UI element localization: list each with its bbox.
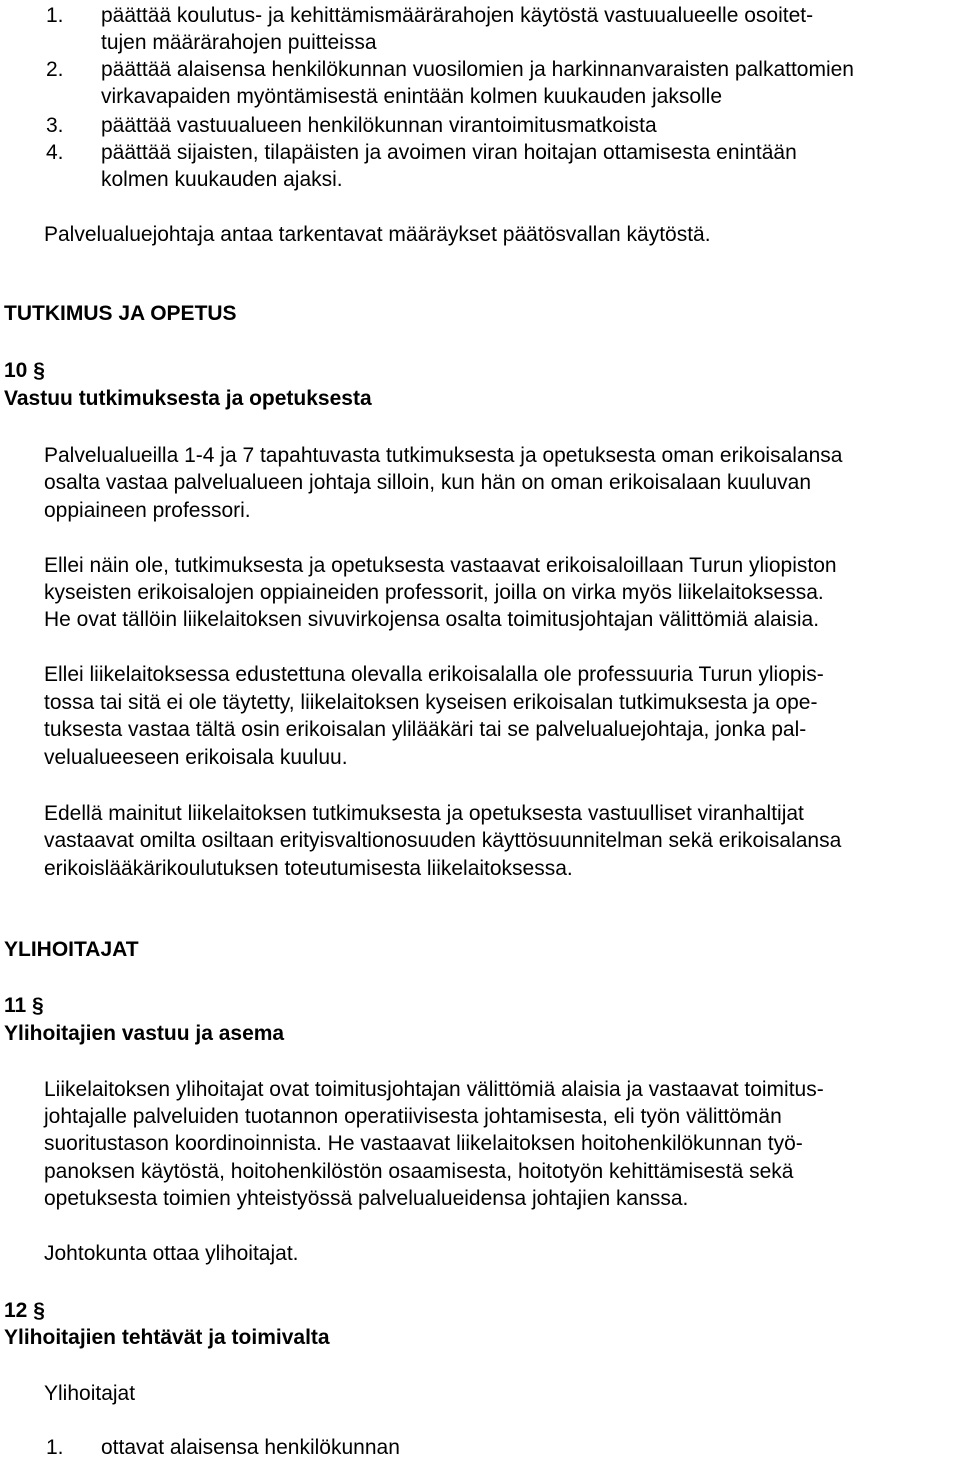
list-item-line: kolmen kuukauden ajaksi. xyxy=(101,168,343,191)
paragraph-line: Johtokunta ottaa ylihoitajat. xyxy=(44,1242,299,1265)
list-item-line: päättää vastuualueen henkilökunnan virantoimitusmatkoista xyxy=(101,114,657,137)
list-item-line: tujen määrärahojen puitteissa xyxy=(101,31,377,54)
paragraph-line: suoritustason koordinoinnista. He vastaavat liikelaitoksen hoitohenkilökunnan työ- xyxy=(44,1132,803,1155)
section-title: Ylihoitajien vastuu ja asema xyxy=(4,1022,285,1045)
paragraph-line: Ylihoitajat xyxy=(44,1382,136,1405)
paragraph-line: Ellei näin ole, tutkimuksesta ja opetuksesta vastaavat erikoisaloillaan Turun yliopiston xyxy=(44,554,837,577)
list-item-number: 2. xyxy=(46,58,64,81)
paragraph-line: Edellä mainitut liikelaitoksen tutkimuksesta ja opetuksesta vastuulliset viranhaltijat xyxy=(44,802,804,825)
paragraph-line: vastaavat omilta osiltaan erityisvaltionosuuden käyttösuunnitelman sekä erikoisalansa xyxy=(44,829,842,852)
paragraph-line: opetuksesta toimien yhteistyössä palvelualueidensa johtajien kanssa. xyxy=(44,1187,689,1210)
paragraph-line: Palvelualueilla 1-4 ja 7 tapahtuvasta tutkimuksesta ja opetuksesta oman erikoisalansa xyxy=(44,444,843,467)
paragraph: Palvelualuejohtaja antaa tarkentavat määräykset päätösvallan käytöstä. xyxy=(44,223,711,246)
section-number: 11 § xyxy=(4,994,44,1017)
list-item-number: 4. xyxy=(46,141,64,164)
list-item-number: 1. xyxy=(46,1436,64,1459)
paragraph-line: oppiaineen professori. xyxy=(44,499,251,522)
section-number: 12 § xyxy=(4,1299,45,1322)
paragraph-line: osalta vastaa palvelualueen johtaja silloin, kun hän on oman erikoisalaan kuuluvan xyxy=(44,471,812,494)
paragraph-line: velualueeseen erikoisala kuuluu. xyxy=(44,746,348,769)
paragraph-line: tossa tai sitä ei ole täytetty, liikelaitoksen kyseisen erikoisalan tutkimuksesta ja ope- xyxy=(44,691,818,714)
list-item-number: 3. xyxy=(46,114,64,137)
list-item-line: päättää alaisensa henkilökunnan vuosilomien ja harkinnanvaraisten palkattomien xyxy=(101,58,854,81)
paragraph-line: panoksen käytöstä, hoitohenkilöstön osaamisesta, hoitotyön kehittämisestä sekä xyxy=(44,1160,794,1183)
section-title: Ylihoitajien tehtävät ja toimivalta xyxy=(4,1326,330,1349)
list-item-line: päättää sijaisten, tilapäisten ja avoimen viran hoitajan ottamisesta enintään xyxy=(101,141,797,164)
paragraph-line: tuksesta vastaa tältä osin erikoisalan ylilääkäri tai se palvelualuejohtaja, jonka pal- xyxy=(44,718,807,741)
paragraph-line: Ellei liikelaitoksessa edustettuna olevalla erikoisalalla ole professuuria Turun yliopis- xyxy=(44,663,824,686)
list-item-line: ottavat alaisensa henkilökunnan xyxy=(101,1436,400,1459)
paragraph-line: johtajalle palveluiden tuotannon operatiivisesta johtamisesta, eli työn välittömän xyxy=(44,1105,782,1128)
list-item-line: virkavapaiden myöntämisestä enintään kolmen kuukauden jaksolle xyxy=(101,85,723,108)
section-title: Vastuu tutkimuksesta ja opetuksesta xyxy=(4,387,372,410)
section-heading: YLIHOITAJAT xyxy=(4,938,139,961)
list-item-number: 1. xyxy=(46,4,64,27)
paragraph-line: Liikelaitoksen ylihoitajat ovat toimitusjohtajan välittömiä alaisia ja vastaavat toimitus- xyxy=(44,1078,824,1101)
paragraph-line: kyseisten erikoisalojen oppiaineiden professorit, joilla on virka myös liikelaitoksessa. xyxy=(44,581,824,604)
section-heading: TUTKIMUS JA OPETUS xyxy=(4,302,237,325)
list-item-line: päättää koulutus- ja kehittämismäärärahojen käytöstä vastuualueelle osoitet- xyxy=(101,4,814,27)
paragraph-line: erikoislääkärikoulutuksen toteutumisesta liikelaitoksessa. xyxy=(44,857,573,880)
section-number: 10 § xyxy=(4,359,45,382)
paragraph-line: He ovat tällöin liikelaitoksen sivuvirkojensa osalta toimitusjohtajan välittömiä alaisia. xyxy=(44,608,820,631)
